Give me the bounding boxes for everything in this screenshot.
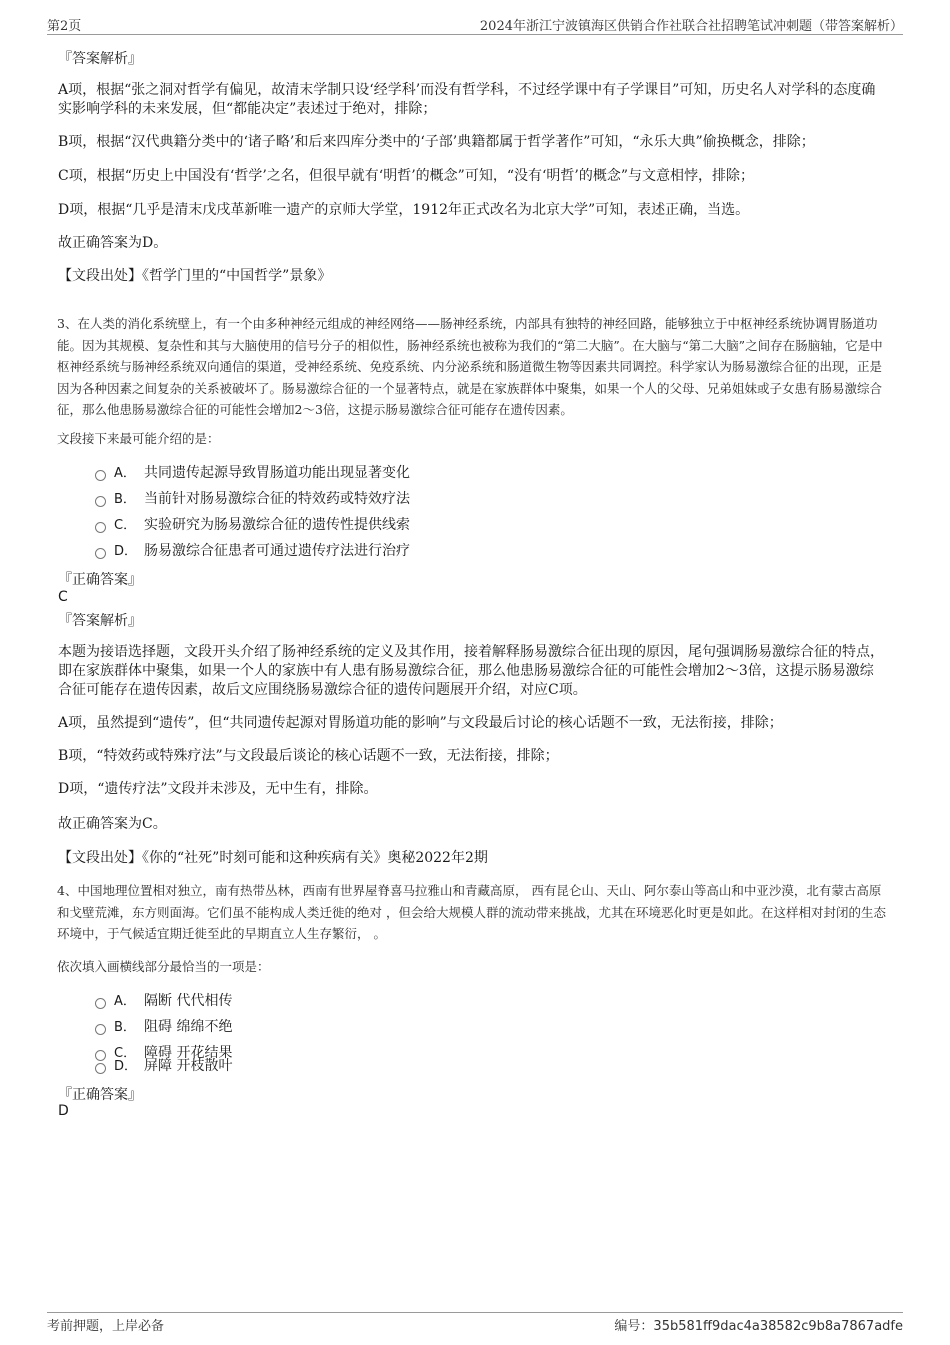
radio-icon[interactable] <box>95 1024 106 1035</box>
question-4-option-b[interactable]: B． 阻碍 绵绵不绝 <box>95 1016 232 1038</box>
question-3-text: 3、在人类的消化系统壁上，有一个由多种神经元组成的神经网络——肠神经系统，内部具有独特的神经回路，能够独立于中枢神经系统协调胃肠道功能。因为其规模、复杂性和其与大脑使用的信号分子的相似性，肠神经系统也被称为我们的“第二大脑”。在大脑与“第二大脑”之间存在肠脑轴，它是中枢神经系统与肠神经系统双向通信的渠道，受神经系统、免疫系统、内分泌系统和肠道微生物等因素共同调控。科学家认为肠易激综合征的出现，正是因为各种因素之间复杂的关系被破坏了。肠易激综合征的一个显著特点，就是在家族群体中聚集，如果一个人的父母、兄弟姐妹或子女患有肠易激综合征，那么他患肠易激综合征的可能性会增加2～3倍，这提示肠易激综合征可能存在遗传因素。 <box>57 316 883 417</box>
question-4-text: 4、中国地理位置相对独立，南有热带丛林，西南有世界屋脊喜马拉雅山和青藏高原， 西有昆仑山、天山、阿尔泰山等高山和中亚沙漠，北有蒙古高原和戈壁荒滩，东方则面海。它们虽不能构成人类迁徙的绝对 ，但会给大规模人群的流动带来挑战，尤其在环境恶化时更是如此。在这样相对封闭的生态环境中，于气候适宜期迁徙至此的早期直立人生存繁衍， 。 <box>57 883 886 941</box>
question-3-analysis-b: B项，“特效药或特殊疗法”与文段最后谈论的核心话题不一致，无法衔接，排除； <box>58 748 559 764</box>
analysis-source: 【文段出处】《哲学门里的“中国哲学”景象》 <box>58 268 332 284</box>
code-label: 编号： <box>614 1319 654 1334</box>
question-3-analysis-label: 『答案解析』 <box>58 613 142 629</box>
question-3-answer: C <box>58 589 68 605</box>
document-title: 2024年浙江宁波镇海区供销合作社联合社招聘笔试冲刺题（带答案解析） <box>479 19 903 34</box>
question-3-analysis-d: D项，“遗传疗法”文段并未涉及，无中生有，排除。 <box>58 781 378 797</box>
analysis-item-c: C项，根据“历史上中国没有‘哲学’之名，但很早就有‘明哲’的概念”可知，“没有‘明哲’的概念”与文意相悖，排除； <box>58 168 755 184</box>
question-4-option-c[interactable]: C． 障碍 开花结果 <box>95 1042 232 1064</box>
question-3-source: 【文段出处】《你的“社死”时刻可能和这种疾病有关》奥秘2022年2期 <box>58 850 488 866</box>
radio-icon[interactable] <box>95 548 106 559</box>
question-3-answer-label: 『正确答案』 <box>58 572 142 588</box>
question-4-option-d[interactable]: D． 屏障 开枝散叶 <box>95 1055 232 1077</box>
question-4-answer: D <box>58 1103 69 1119</box>
page-header <box>47 14 903 35</box>
radio-icon[interactable] <box>95 1063 106 1074</box>
question-4-answer-label: 『正确答案』 <box>58 1087 142 1103</box>
question-4-prompt: 依次填入画横线部分最恰当的一项是： <box>57 959 270 974</box>
question-3-prompt: 文段接下来最可能介绍的是： <box>57 431 220 446</box>
question-4-option-a[interactable]: A． 隔断 代代相传 <box>95 990 232 1012</box>
radio-icon[interactable] <box>95 522 106 533</box>
question-3-option-a[interactable]: A． 共同遗传起源导致胃肠道功能出现显著变化 <box>95 462 410 484</box>
code-value: 35b581ff9dac4a38582c9b8a7867adfe <box>653 1319 903 1334</box>
page-footer <box>47 1312 903 1335</box>
page-number: 第2页 <box>47 19 82 34</box>
question-3-analysis-a: A项，虽然提到“遗传”，但“共同遗传起源对胃肠道功能的影响”与文段最后讨论的核心话题不一致，无法衔接，排除； <box>58 715 783 731</box>
analysis-item-a: A项，根据“张之洞对哲学有偏见，故清末学制只设‘经学科’而没有哲学科，不过经学课中有子学课目”可知，历史名人对学科的态度确实影响学科的未来发展，但“都能决定”表述过于绝对，排除； <box>58 82 876 117</box>
question-3-conclusion: 故正确答案为C。 <box>58 816 167 832</box>
question-3-analysis-main: 本题为接语选择题，文段开头介绍了肠神经系统的定义及其作用，接着解释肠易激综合征出现的原因，尾句强调肠易激综合征的特点，即在家族群体中聚集，如果一个人的家族中有人患有肠易激综合征，那么他患肠易激综合征的可能性会增加2～3倍，这提示肠易激综合征可能存在遗传因素，故后文应围绕肠易激综合征的遗传问题展开介绍，对应C项。 <box>58 644 884 698</box>
analysis-item-d: D项，根据“几乎是清末戊戌革新唯一遗产的京师大学堂，1912年正式改名为北京大学”可知，表述正确，当选。 <box>58 202 750 218</box>
radio-icon[interactable] <box>95 496 106 507</box>
analysis-conclusion: 故正确答案为D。 <box>58 235 168 251</box>
question-3-option-c[interactable]: C． 实验研究为肠易激综合征的遗传性提供线索 <box>95 514 410 536</box>
radio-icon[interactable] <box>95 998 106 1009</box>
document-code <box>614 1315 903 1334</box>
radio-icon[interactable] <box>95 470 106 481</box>
footer-slogan: 考前押题，上岸必备 <box>47 1319 165 1334</box>
question-3-option-b[interactable]: B． 当前针对肠易激综合征的特效药或特效疗法 <box>95 488 410 510</box>
analysis-item-b: B项，根据“汉代典籍分类中的‘诸子略’和后来四库分类中的‘子部’典籍都属于哲学著作”可知，“永乐大典”偷换概念，排除； <box>58 134 815 150</box>
analysis-label: 『答案解析』 <box>58 51 142 67</box>
question-3-option-d[interactable]: D． 肠易激综合征患者可通过遗传疗法进行治疗 <box>95 540 410 562</box>
